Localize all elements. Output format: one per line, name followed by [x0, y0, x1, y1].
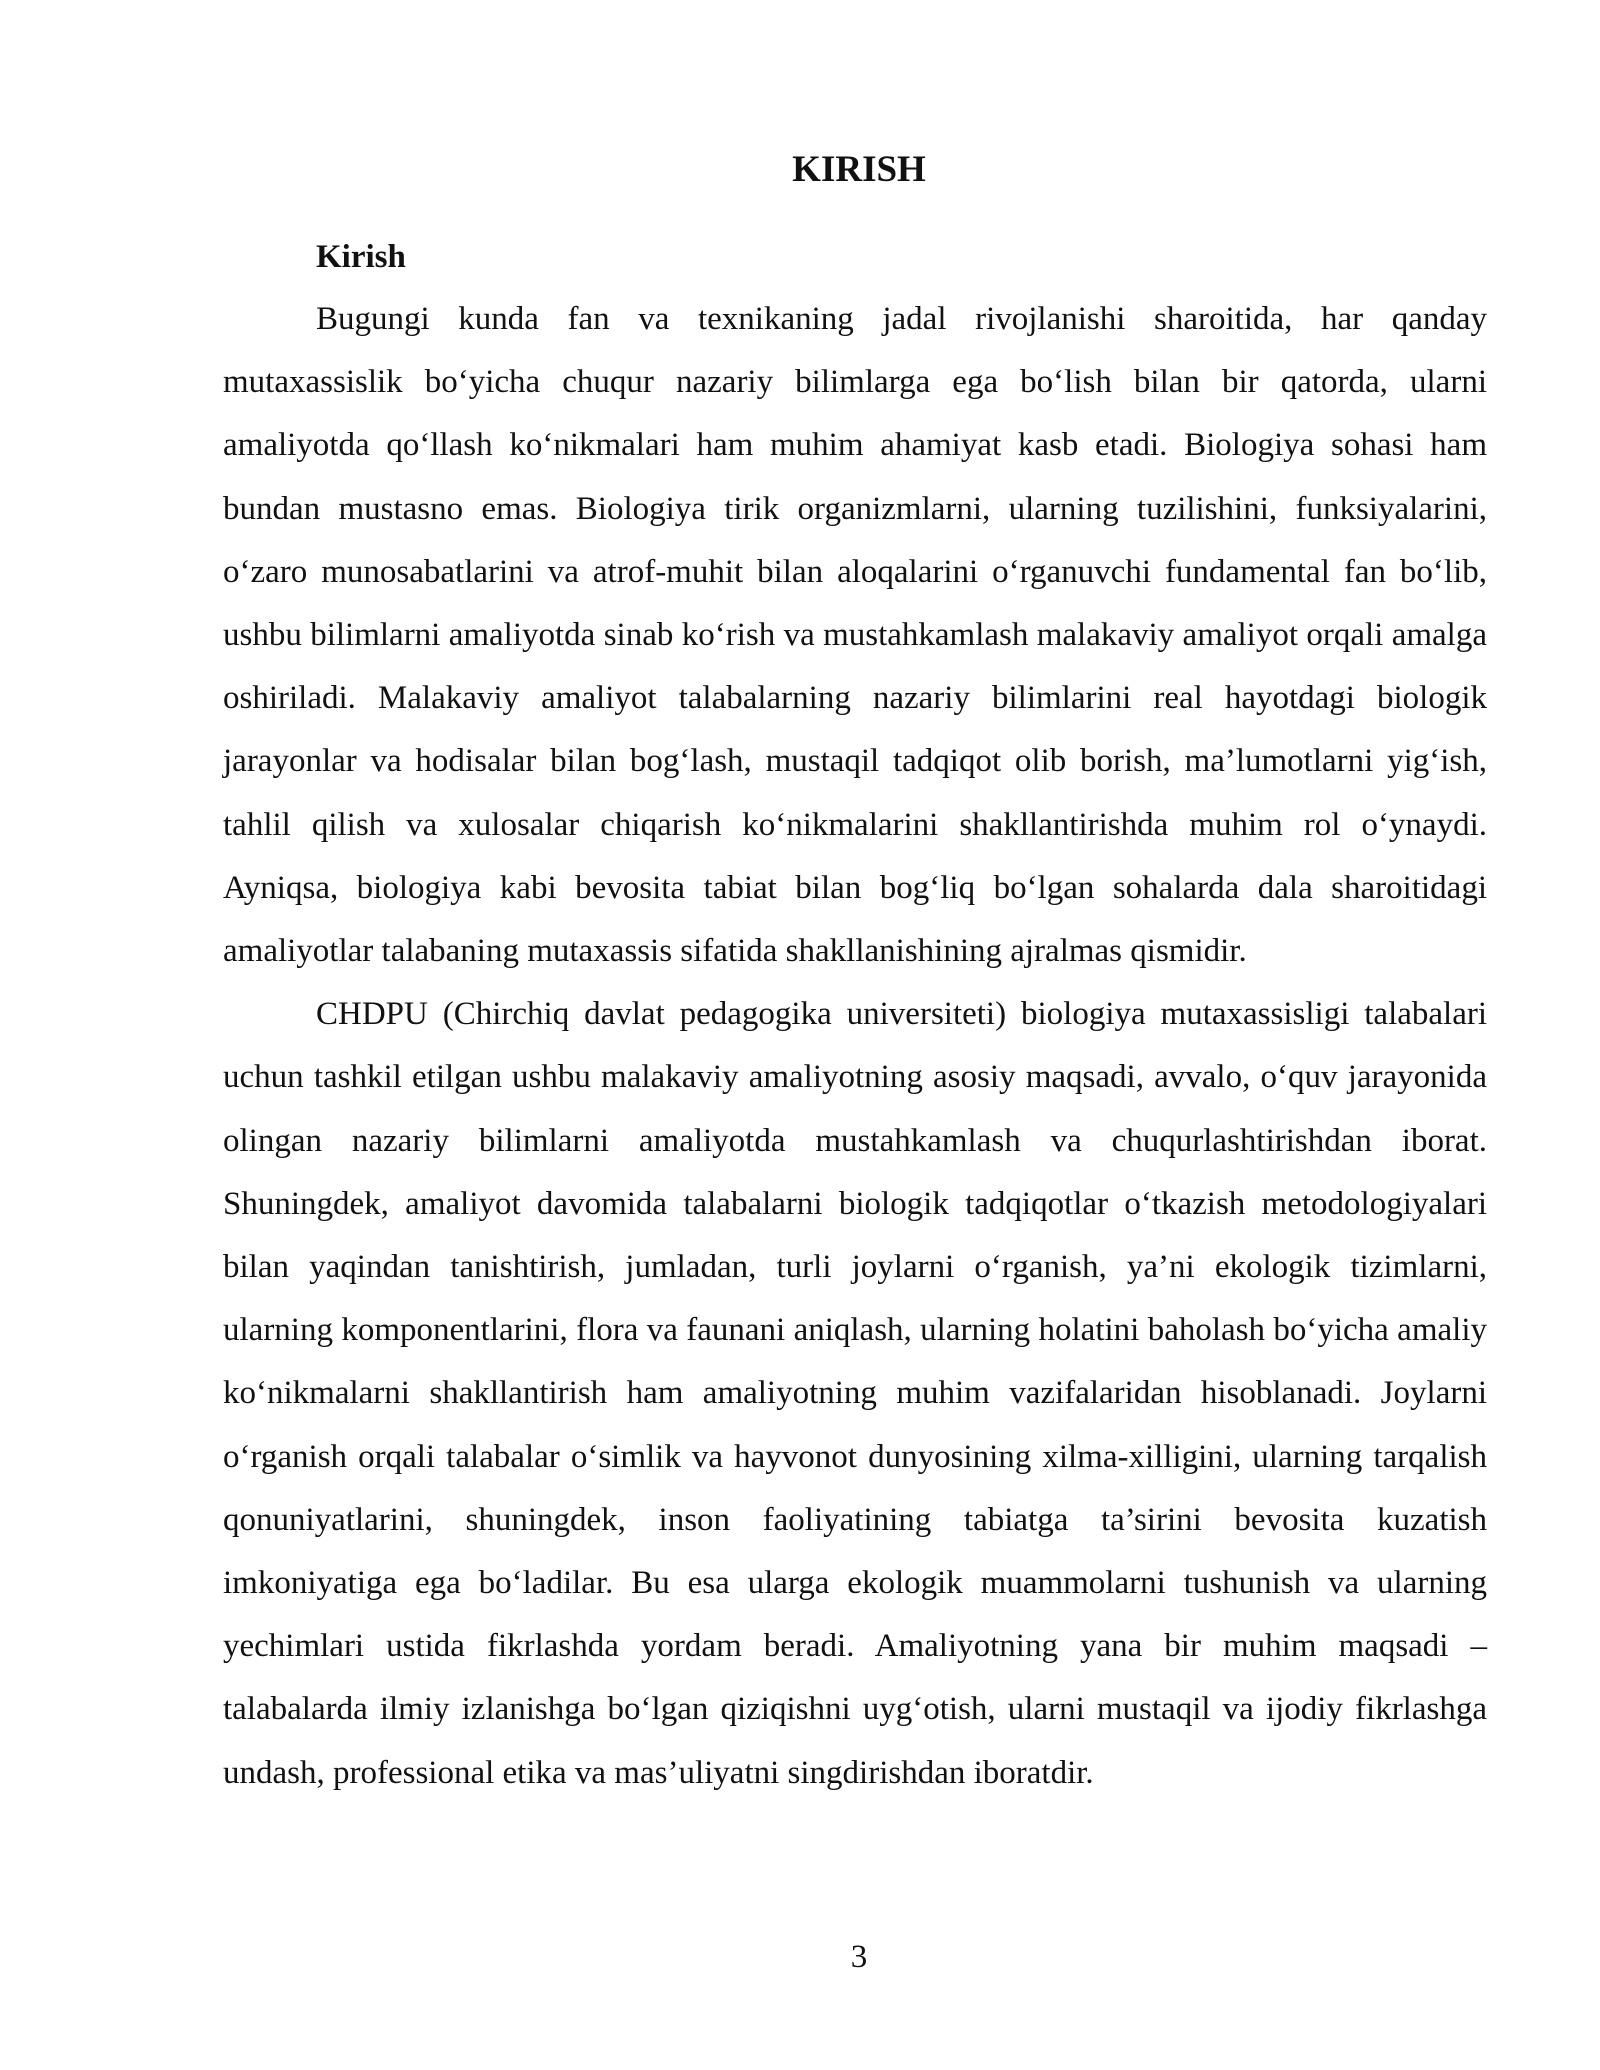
paragraph-1: Bugungi kunda fan va texnikaning jadal rivojlanishi sharoitida, har qanday mutaxassislik bo‘yicha chuqur nazariy bilimlarga ega bo‘lish bilan bir qatorda, ularni amaliyotda qo‘llash ko‘nikmalari ham muhim ahamiyat kasb etadi. Biologiya sohasi ham bundan mustasno emas. Biologiya tirik organizmlarni, ularning tuzilishini, funksiyalarini, o‘zaro munosabatlarini va atrof-muhit bilan aloqalarini o‘rganuvchi fundamental fan bo‘lib, ushbu bilimlarni amaliyotda sinab ko‘rish va mustahkamlash malakaviy amaliyot orqali amalga oshiriladi. Malakaviy amaliyot talabalarning nazariy bilimlarini real hayotdagi biologik jarayonlar va hodisalar bilan bog‘lash, mustaqil tadqiqot olib borish, ma’lumotlarni yig‘ish, tahlil qilish va xulosalar chiqarish ko‘nikmalarini shakllantirishda muhim rol o‘ynaydi. Ayniqsa, biologiya kabi bevosita tabiat bilan bog‘liq bo‘lgan sohalarda dala sharoitidagi amaliyotlar talabaning mutaxassis sifatida shakllanishining ajralmas qismidir.	[223, 301, 1487, 970]
page-title: KIRISH	[792, 149, 926, 190]
text-body	[223, 232, 1487, 1805]
paragraph-2: CHDPU (Chirchiq davlat pedagogika universiteti) biologiya mutaxassisligi talabalari uchun tashkil etilgan ushbu malakaviy amaliyotning asosiy maqsadi, avvalo, o‘quv jarayonida olingan nazariy bilimlarni amaliyotda mustahkamlash va chuqurlashtirishdan iborat. Shuningdek, amaliyot davomida talabalarni biologik tadqiqotlar o‘tkazish metodologiyalari bilan yaqindan tanishtirish, jumladan, turli joylarni o‘rganish, ya’ni ekologik tizimlarni, ularning komponentlarini, flora va faunani aniqlash, ularning holatini baholash bo‘yicha amaliy ko‘nikmalarni shakllantirish ham amaliyotning muhim vazifalaridan hisoblanadi. Joylarni o‘rganish orqali talabalar o‘simlik va hayvonot dunyosining xilma-xilligini, ularning tarqalish qonuniyatlarini, shuningdek, inson faoliyatining tabiatga ta’sirini bevosita kuzatish imkoniyatiga ega bo‘ladilar. Bu esa ularga ekologik muammolarni tushunish va ularning yechimlari ustida fikrlashda yordam beradi. Amaliyotning yana bir muhim maqsadi – talabalarda ilmiy izlanishga bo‘lgan qiziqishni uyg‘otish, ularni mustaqil va ijodiy fikrlashga undash, professional etika va mas’uliyatni singdirishdan iboratdir.	[223, 996, 1487, 1791]
section-subheading: Kirish	[316, 239, 406, 275]
page-number: 3	[850, 1939, 868, 1975]
